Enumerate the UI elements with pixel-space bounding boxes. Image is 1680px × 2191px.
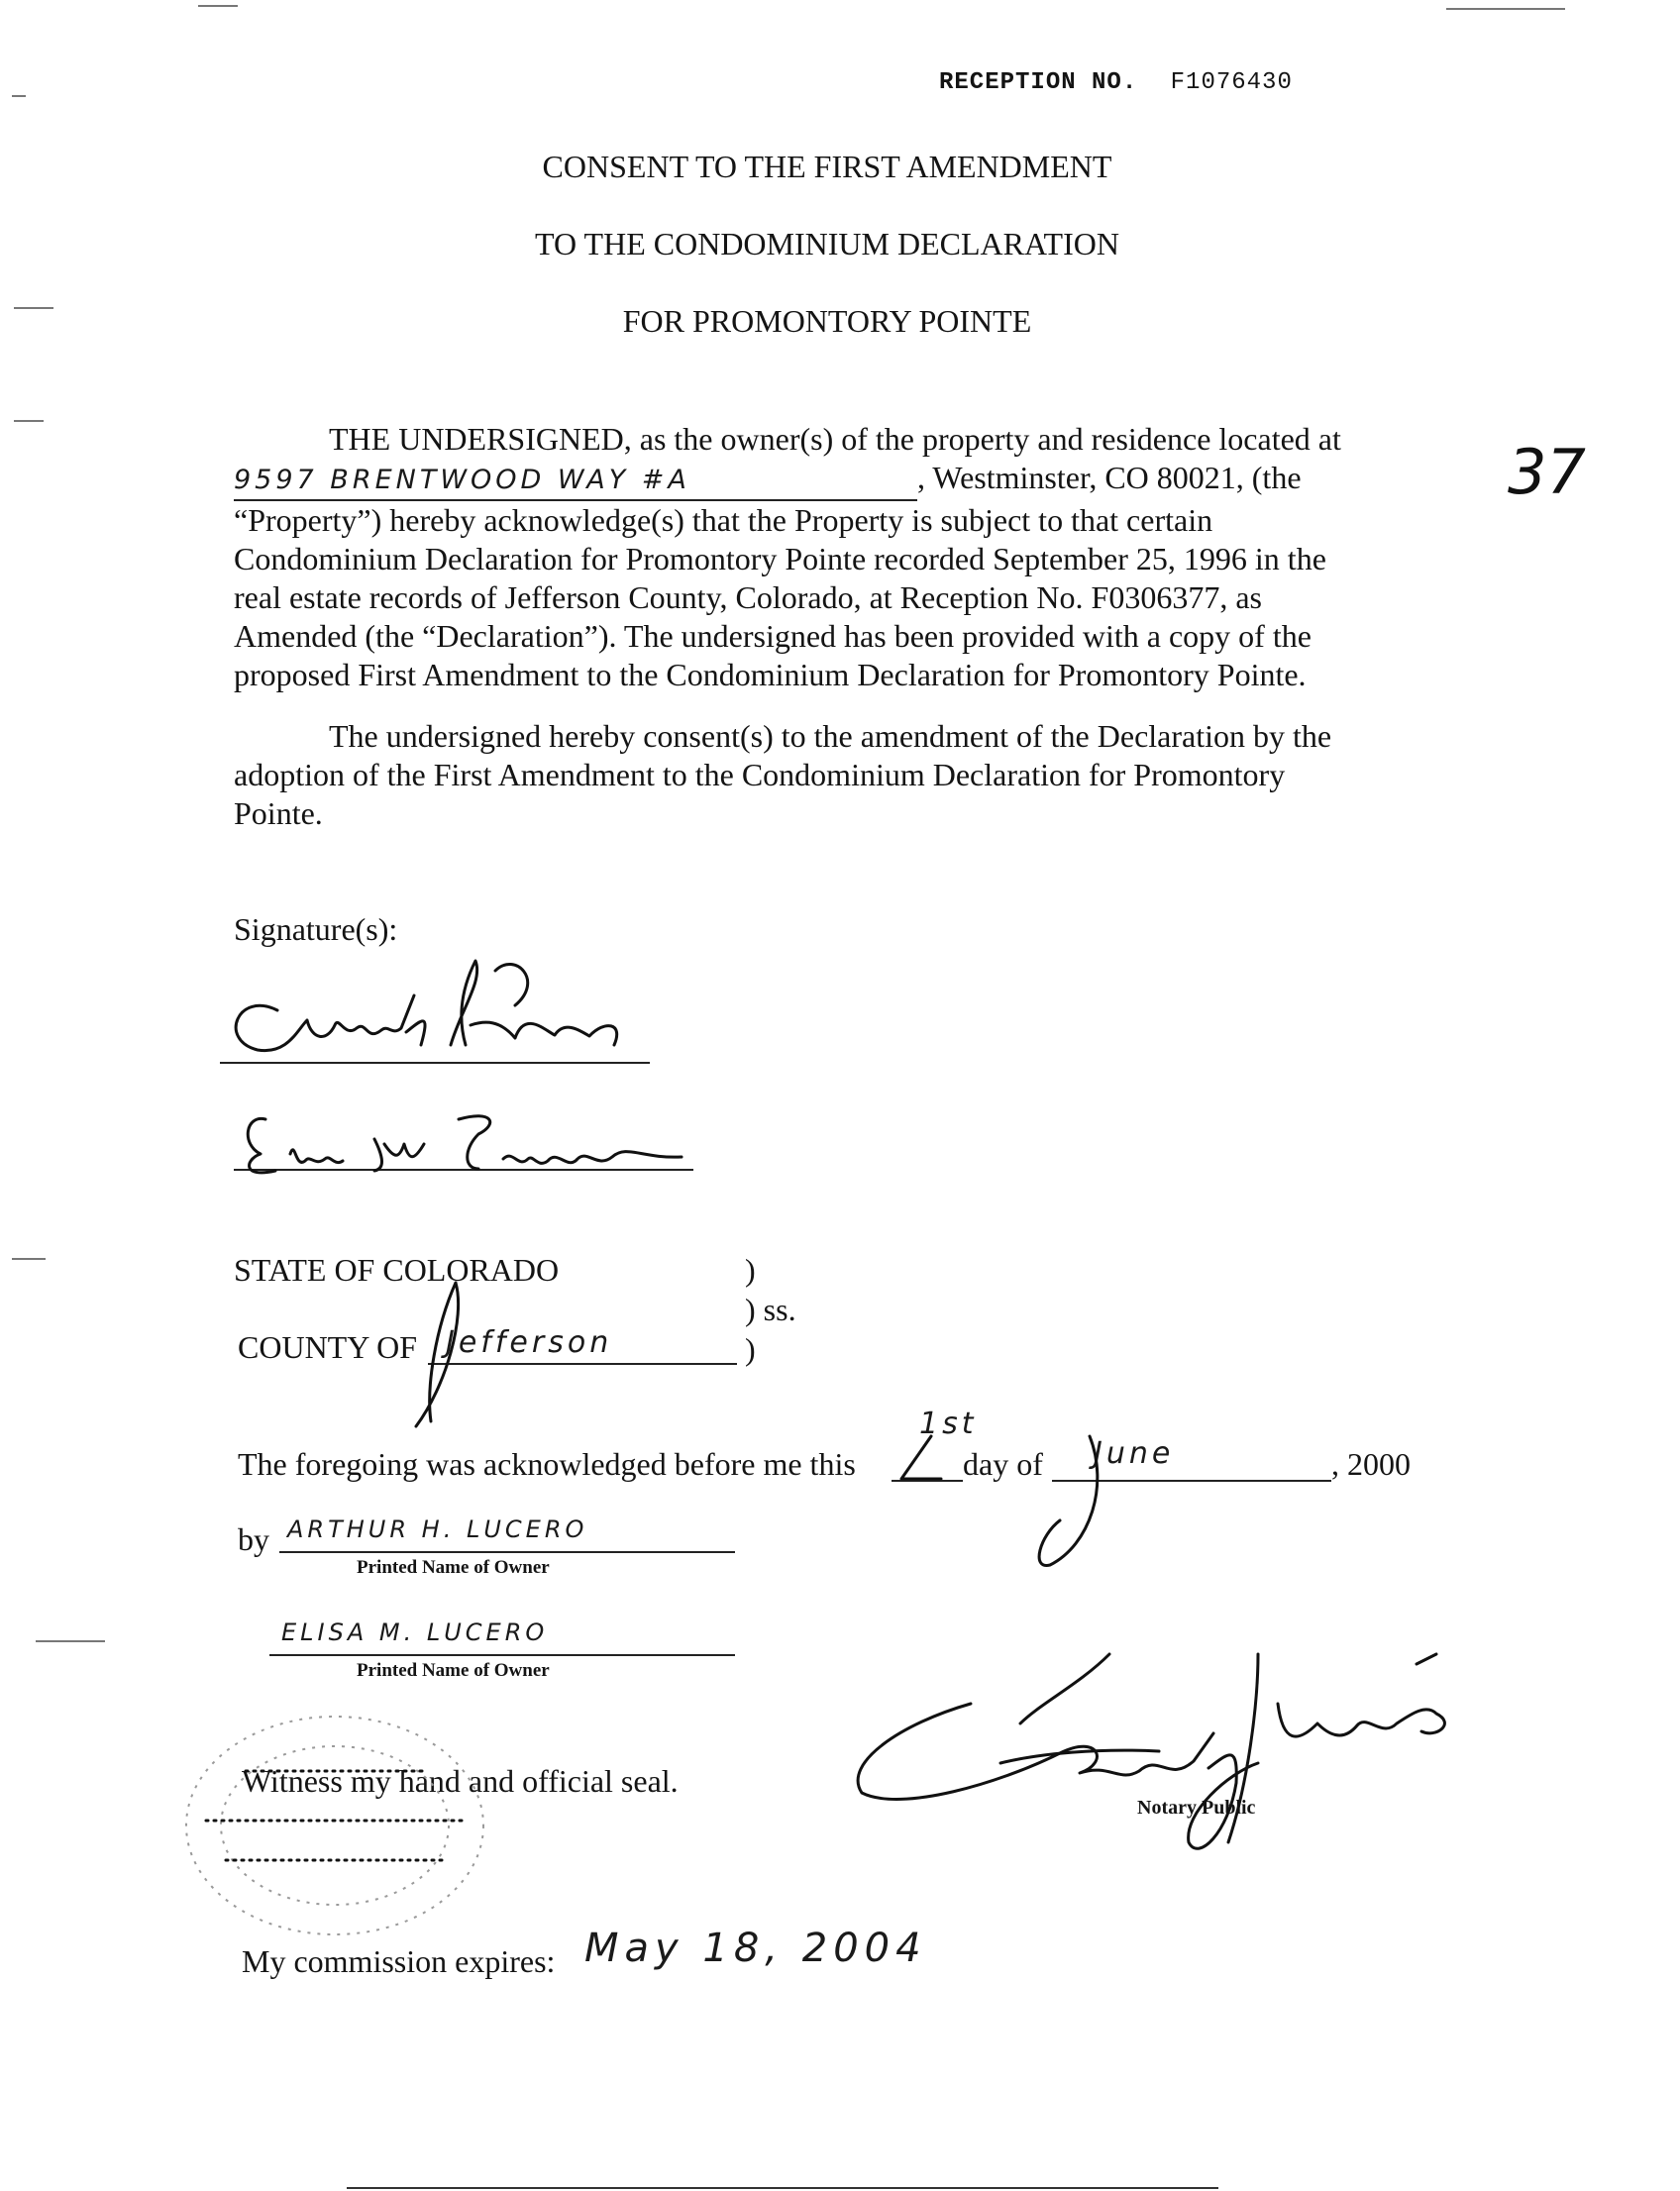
scan-mark xyxy=(12,95,26,97)
owner2-printed-name: ELISA M. LUCERO xyxy=(281,1618,549,1646)
scan-mark xyxy=(36,1640,105,1642)
owner2-line xyxy=(269,1654,735,1656)
signature-arthur-lucero xyxy=(218,951,654,1070)
signature-elisa-lucero xyxy=(236,1099,691,1179)
document-title-line-2: TO THE CONDOMINIUM DECLARATION xyxy=(535,226,1119,261)
paragraph-consent xyxy=(234,717,1393,833)
owner1-line xyxy=(279,1551,735,1553)
margin-note: 37 xyxy=(1508,436,1586,508)
scan-mark xyxy=(1446,8,1565,10)
county-flourish xyxy=(396,1278,515,1436)
para1-line7: proposed First Amendment to the Condominium Declaration for Promontory Pointe. xyxy=(234,657,1307,692)
day-stroke xyxy=(892,1431,951,1486)
month-handwritten: June xyxy=(1094,1436,1175,1471)
owner2-caption: Printed Name of Owner xyxy=(357,1660,550,1681)
venue-paren-close: ) xyxy=(745,1331,756,1367)
document-title-line-3: FOR PROMONTORY POINTE xyxy=(622,303,1032,339)
reception-value: F1076430 xyxy=(1170,69,1293,96)
para1-line2 xyxy=(234,459,1393,501)
document-title-line-1: CONSENT TO THE FIRST AMENDMENT xyxy=(542,149,1112,184)
venue-paren-ss: ) ss. xyxy=(745,1292,796,1327)
ack-text-1: The foregoing was acknowledged before me this xyxy=(238,1446,856,1482)
para1-line4: Condominium Declaration for Promontory Pointe recorded September 25, 1996 in the xyxy=(234,541,1326,576)
scan-mark xyxy=(198,5,238,7)
witness-text: Witness my hand and official seal. xyxy=(242,1763,679,1799)
commission-label: My commission expires: xyxy=(242,1943,556,1979)
para1-line5: real estate records of Jefferson County, Colorado, at Reception No. F0306377, as xyxy=(234,579,1262,615)
notary-signature xyxy=(842,1644,1496,1862)
notary-seal-stamp xyxy=(166,1702,503,1949)
para1-line1: THE UNDERSIGNED, as the owner(s) of the property and residence located at xyxy=(329,421,1341,457)
para2-line2: adoption of the First Amendment to the Condominium Declaration for Promontory xyxy=(234,757,1286,792)
scan-mark xyxy=(14,420,44,422)
signatures-label: Signature(s): xyxy=(234,911,398,947)
owner1-printed-name: ARTHUR H. LUCERO xyxy=(287,1515,588,1543)
reception-number xyxy=(939,69,1293,96)
address-field: 9597 BRENTWOOD WAY #A xyxy=(234,461,917,501)
reception-label: RECEPTION NO. xyxy=(939,69,1138,96)
day-handwritten: 1st xyxy=(919,1407,978,1441)
notary-label: Notary Public xyxy=(1137,1797,1256,1819)
venue-state: STATE OF COLORADO xyxy=(234,1252,560,1288)
venue-county-label: COUNTY OF xyxy=(238,1329,418,1365)
scan-mark xyxy=(12,1258,46,1260)
venue-paren-open: ) xyxy=(745,1252,756,1288)
scan-mark xyxy=(14,307,53,309)
by-label: by xyxy=(238,1521,269,1557)
county-handwritten: Jefferson xyxy=(446,1325,613,1360)
month-flourish xyxy=(1020,1426,1119,1575)
ack-text-3: , 2000 xyxy=(1331,1446,1411,1482)
para2-line1: The undersigned hereby consent(s) to the amendment of the Declaration by the xyxy=(329,718,1332,754)
ack-text-2: day of xyxy=(963,1446,1043,1482)
para2-line3: Pointe. xyxy=(234,795,323,831)
para1-line2-rest: , Westminster, CO 80021, (the xyxy=(917,460,1302,495)
commission-date: May 18, 2004 xyxy=(584,1926,927,1971)
owner1-caption: Printed Name of Owner xyxy=(357,1557,550,1578)
paragraph-ownership xyxy=(234,420,1393,694)
scan-mark xyxy=(347,2187,1218,2189)
para1-line6: Amended (the “Declaration”). The undersigned has been provided with a copy of the xyxy=(234,618,1312,654)
para1-line3: “Property”) hereby acknowledge(s) that the Property is subject to that certain xyxy=(234,502,1213,538)
